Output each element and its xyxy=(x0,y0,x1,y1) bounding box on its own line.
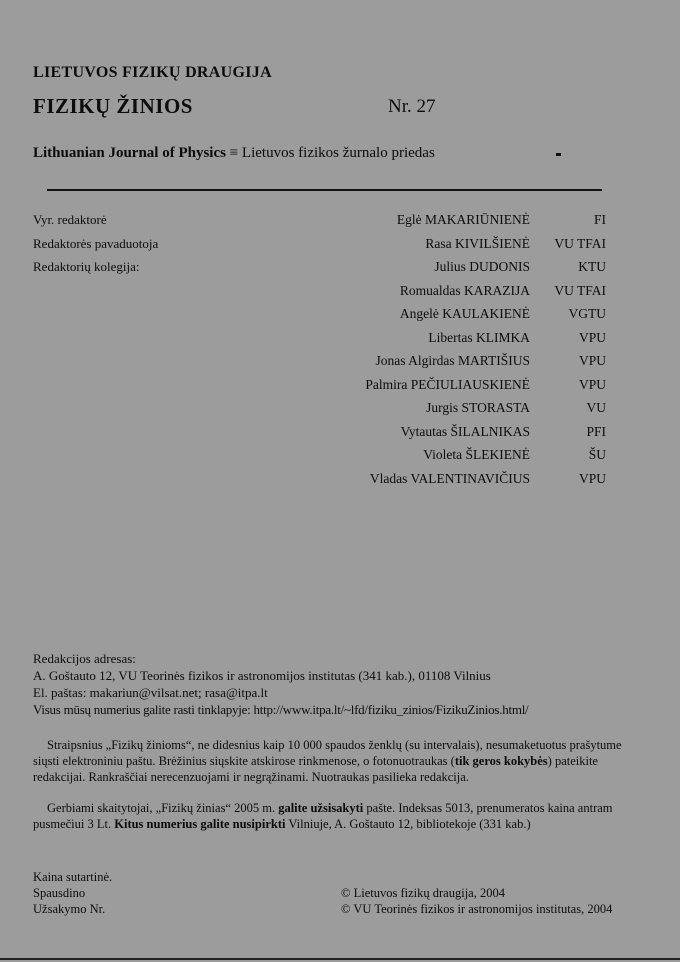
editor-institution: VPU xyxy=(578,377,606,392)
editor-institution: VPU xyxy=(578,353,606,368)
editor-name: Jonas Algirdas MARTIŠIUS xyxy=(375,353,530,368)
editor-institution: VU xyxy=(586,400,606,415)
organization-name: LIETUVOS FIZIKŲ DRAUGIJA xyxy=(33,64,272,81)
editor-institution: VPU xyxy=(578,471,606,486)
submission-notice xyxy=(33,737,623,785)
notice-text: pašte. Indeksas 5013, prenumeratos kaina antram pusmečiui 3 Lt. xyxy=(33,801,613,831)
editor-name: Romualdas KARAZIJA xyxy=(399,283,530,298)
editor-institution: VU TFAI xyxy=(554,236,606,251)
issue-number: Nr. 27 xyxy=(388,96,436,117)
notice-text: ) pateikite redakcijai. Rankraščiai nerecenzuojami ir negrąžinami. Nuotraukas pasilieka redakcija. xyxy=(33,754,598,784)
email-line: El. paštas: makariun@vilsat.net; rasa@itpa.lt xyxy=(33,685,268,700)
subtitle-rest: ≡ Lietuvos fizikos žurnalo priedas xyxy=(225,145,435,161)
copyright-institute: © VU Teorinės fizikos ir astronomijos institutas, 2004 xyxy=(341,902,613,916)
price-note: Kaina sutartinė. xyxy=(33,870,113,884)
address-heading: Redakcijos adresas: xyxy=(33,651,136,666)
notice-text: Straipsnius „Fizikų žinioms“, ne didesnius kaip 10 000 spaudos ženklų (su intervalais), nesumaketuotus prašytume siųsti elektroniniu paštu. Brėžinius siųskite atskirose rinkmenose, o fotonuotraukas ( xyxy=(33,738,622,768)
editor-name: Vytautas ŠILALNIKAS xyxy=(400,424,530,439)
editor-name: Libertas KLIMKA xyxy=(428,330,530,345)
editor-institution: ŠU xyxy=(588,447,606,462)
editor-institution: KTU xyxy=(578,259,606,274)
editor-institution: VGTU xyxy=(568,306,606,321)
editor-institution: PFI xyxy=(586,424,606,439)
editor-name: Rasa KIVILŠIENĖ xyxy=(425,236,530,251)
journal-title: FIZIKŲ ŽINIOS xyxy=(33,94,193,118)
copyright-society: © Lietuvos fizikų draugija, 2004 xyxy=(341,886,505,900)
editor-name: Violeta ŠLEKIENĖ xyxy=(423,447,530,462)
editor-role: Redaktorės pavaduotoja xyxy=(33,236,159,251)
bottom-border xyxy=(0,958,680,960)
editor-institution: VU TFAI xyxy=(554,283,606,298)
decorative-mark xyxy=(556,153,561,156)
editor-institution: VPU xyxy=(578,330,606,345)
order-number: Užsakymo Nr. xyxy=(33,902,106,916)
subscription-notice xyxy=(33,800,623,832)
notice-bold: Kitus numerius galite nusipirkti xyxy=(114,817,286,831)
website-line: Visus mūsų numerius galite rasti tinklapyje: http://www.itpa.lt/~lfd/fiziku_zinios/FizikuZinios.html/ xyxy=(33,702,529,717)
editor-name: Julius DUDONIS xyxy=(434,259,530,274)
journal-subtitle xyxy=(33,145,435,162)
header-divider xyxy=(47,189,602,191)
editor-name: Angelė KAULAKIENĖ xyxy=(399,306,530,321)
subtitle-bold: Lithuanian Journal of Physics xyxy=(33,145,226,161)
editor-name: Eglė MAKARIŪNIENĖ xyxy=(396,212,530,227)
notice-bold: galite užsisakyti xyxy=(278,801,364,815)
editor-name: Vladas VALENTINAVIČIUS xyxy=(369,471,530,486)
editor-role: Vyr. redaktorė xyxy=(33,212,107,227)
notice-text: Vilniuje, A. Goštauto 12, bibliotekoje (331 kab.) xyxy=(285,817,531,831)
address-line: A. Goštauto 12, VU Teorinės fizikos ir astronomijos institutas (341 kab.), 01108 Vilnius xyxy=(33,668,491,683)
editor-role: Redaktorių kolegija: xyxy=(33,259,140,274)
editor-name: Jurgis STORASTA xyxy=(426,400,530,415)
notice-bold: tik geros kokybės xyxy=(454,754,548,768)
editor-name: Palmira PEČIULIAUSKIENĖ xyxy=(365,377,530,392)
editor-institution: FI xyxy=(593,212,606,227)
notice-text: Gerbiami skaitytojai, „Fizikų žinias“ 2005 m. xyxy=(47,801,279,815)
printed-by: Spausdino xyxy=(33,886,86,900)
